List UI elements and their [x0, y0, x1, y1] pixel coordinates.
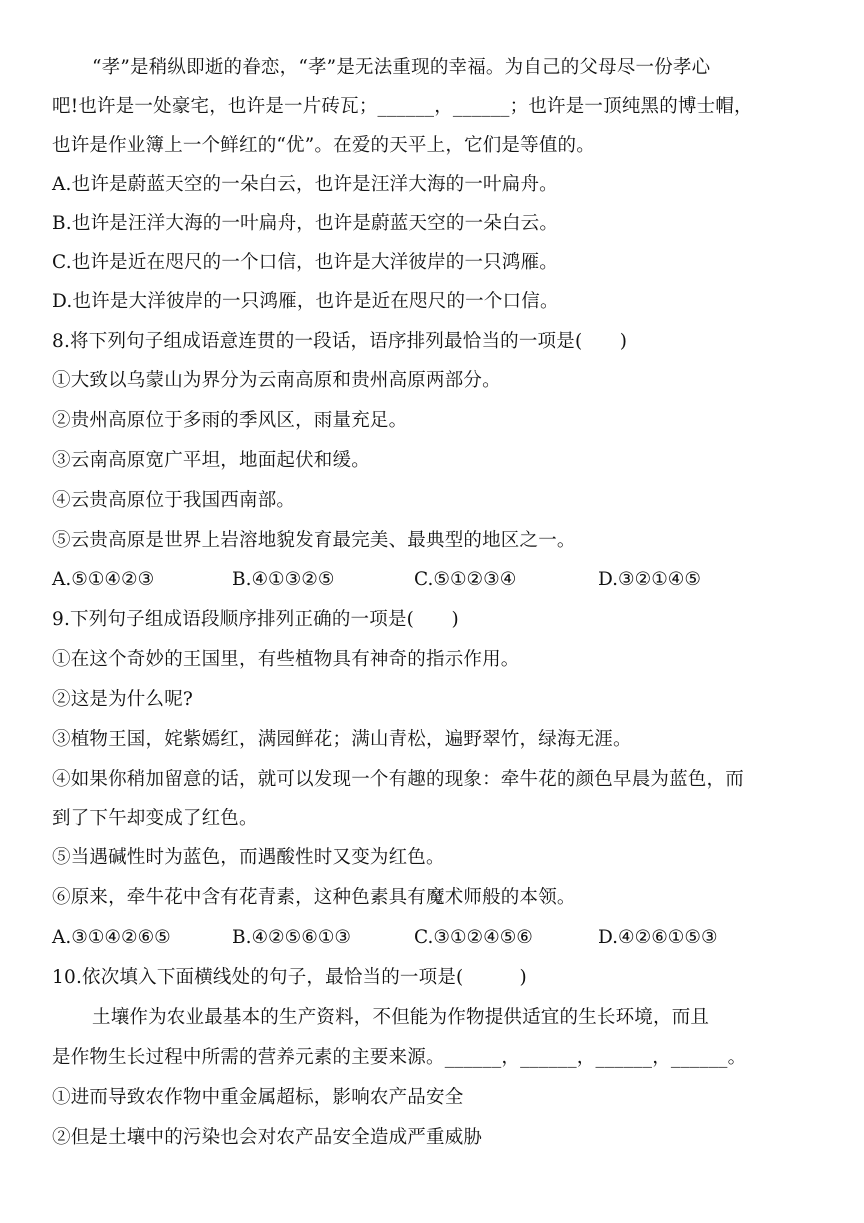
q9-sentence-4-line-1: ④如果你稍加留意的话，就可以发现一个有趣的现象：牵牛花的颜色早晨为蓝色，而 [52, 769, 744, 790]
q8-sentence-3: ③云南高原宽广平坦，地面起伏和缓。 [52, 450, 370, 471]
q8-sentence-2: ②贵州高原位于多雨的季风区，雨量充足。 [52, 410, 408, 431]
q8-stem: 8.将下列句子组成语意连贯的一段话，语序排列最恰当的一项是( ) [52, 331, 628, 352]
q9-option-a: A.③①④②⑥⑤ [52, 927, 171, 948]
q8-option-b: B.④①③②⑤ [232, 569, 335, 590]
q10-sentence-1: ①进而导致农作物中重金属超标，影响农产品安全 [52, 1087, 464, 1108]
q9-sentence-5: ⑤当遇碱性时为蓝色，而遇酸性时又变为红色。 [52, 847, 445, 868]
q10-passage-line-2: 是作物生长过程中所需的营养元素的主要来源。______，______，______，______。 [52, 1047, 747, 1068]
q9-stem: 9.下列句子组成语段顺序排列正确的一项是( ) [52, 609, 459, 630]
q8-option-d: D.③②①④⑤ [598, 569, 701, 590]
q9-option-b: B.④②⑤⑥①③ [232, 927, 351, 948]
q8-option-a: A.⑤①④②③ [52, 569, 155, 590]
q9-sentence-6: ⑥原来，牵牛花中含有花青素，这种色素具有魔术师般的本领。 [52, 887, 576, 908]
passage-line-3: 也许是作业簿上一个鲜红的“优”。在爱的天平上，它们是等值的。 [52, 135, 595, 156]
q9-option-d: D.④②⑥①⑤③ [598, 927, 718, 948]
q8-sentence-4: ④云贵高原位于我国西南部。 [52, 490, 296, 511]
q8-option-c: C.⑤①②③④ [414, 569, 517, 590]
q10-sentence-2: ②但是土壤中的污染也会对农产品安全造成严重威胁 [52, 1127, 483, 1148]
q7-option-b: B.也许是汪洋大海的一叶扁舟，也许是蔚蓝天空的一朵白云。 [52, 213, 559, 234]
q8-sentence-5: ⑤云贵高原是世界上岩溶地貌发育最完美、最典型的地区之一。 [52, 530, 576, 551]
passage-line-1: “孝”是稍纵即逝的眷恋，“孝”是无法重现的幸福。为自己的父母尽一份孝心 [92, 57, 711, 78]
q9-sentence-3: ③植物王国，姹紫嫣红，满园鲜花；满山青松，遍野翠竹，绿海无涯。 [52, 729, 632, 750]
q7-option-a: A.也许是蔚蓝天空的一朵白云，也许是汪洋大海的一叶扁舟。 [52, 174, 558, 195]
q8-sentence-1: ①大致以乌蒙山为界分为云南高原和贵州高原两部分。 [52, 370, 501, 391]
q10-passage-line-1: 土壤作为农业最基本的生产资料，不但能为作物提供适宜的生长环境，而且 [92, 1007, 710, 1028]
q9-option-c: C.③①②④⑤⑥ [414, 927, 533, 948]
q9-sentence-2: ②这是为什么呢? [52, 689, 194, 710]
passage-line-2: 吧!也许是一处豪宅，也许是一片砖瓦；______，______；也许是一顶纯黑的博士帽， [52, 96, 753, 117]
q9-sentence-4-line-2: 到了下午却变成了红色。 [52, 808, 258, 829]
q7-option-c: C.也许是近在咫尺的一个口信，也许是大洋彼岸的一只鸿雁。 [52, 252, 558, 273]
q9-sentence-1: ①在这个奇妙的王国里，有些植物具有神奇的指示作用。 [52, 649, 520, 670]
q10-stem: 10.依次填入下面横线处的句子，最恰当的一项是( ) [52, 967, 527, 988]
q7-option-d: D.也许是大洋彼岸的一只鸿雁，也许是近在咫尺的一个口信。 [52, 291, 559, 312]
